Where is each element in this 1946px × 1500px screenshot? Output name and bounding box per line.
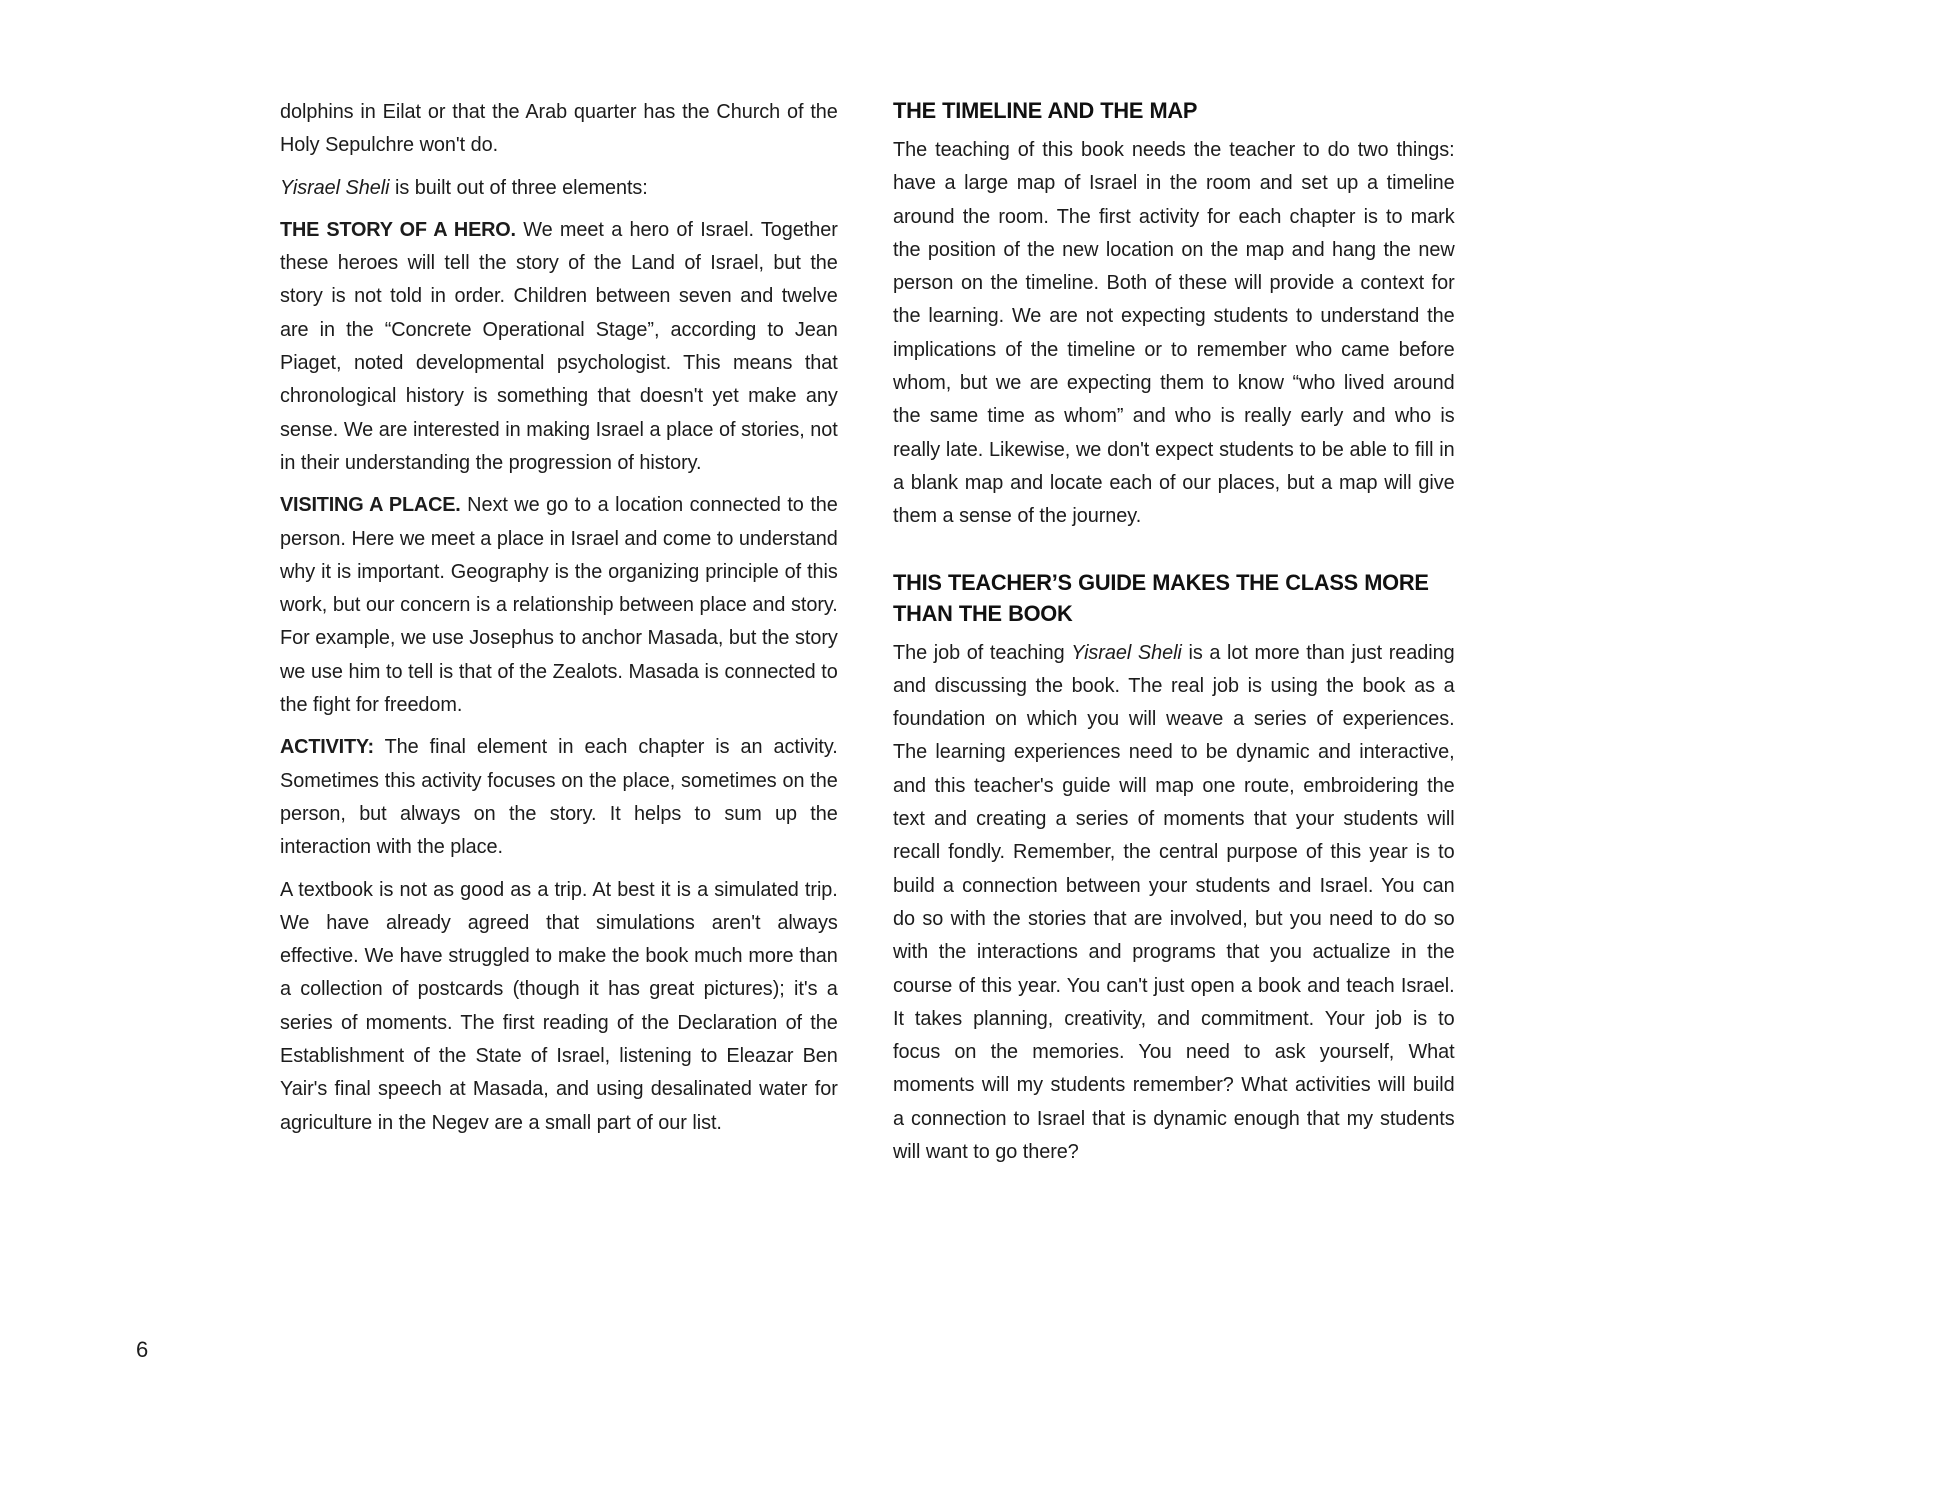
runin-label-visiting-a-place: VISITING A PLACE. (280, 493, 461, 517)
paragraph-three-elements (280, 171, 838, 204)
paragraph-textbook-versus-trip: A textbook is not as good as a trip. At best it is a simulated trip. We have already agreed that simulations aren't always effective. We have struggled to make the book much more than a collection of postcards (though it has great pictures); it's a series of moments. The first reading of the Declaration of the Establishment of the State of Israel, listening to Eleazar Ben Yair's final speech at Masada, and using desalinated water for agriculture in the Negev are a small part of our list. (280, 877, 838, 1134)
paragraph-three-elements-text: is built out of three elements: (389, 175, 648, 199)
heading-teachers-guide-makes-the-class: THIS TEACHER’S GUIDE MAKES THE CLASS MORE THAN THE BOOK (893, 569, 1429, 626)
paragraph-visiting-a-place-text: Next we go to a location connected to the person. Here we meet a place in Israel and come to understand why it is important. Geography is the organizing principle of this work, but our concern is a relationship between place and story. For example, we use Josephus to anchor Masada, but the story we use him to tell is that of the Zealots. Masada is connected to the fight for freedom. (280, 493, 838, 717)
page-number: 6 (136, 1337, 149, 1362)
paragraph-activity (280, 730, 838, 863)
paragraph-teachers-guide-rest: is a lot more than just reading and discussing the book. The real job is using the book as a foundation on which you will weave a series of experiences. The learning experiences need to be dynamic and interactive, and this teacher's guide will map one route, embroidering the text and creating a series of moments that your students will recall fondly. Remember, the central purpose of this year is to build a connection between your students and Israel. You can do so with the stories that are involved, but you need to do so with the interactions and programs that you actualize in the course of this year. You can't just open a book and teach Israel. It takes planning, creativity, and commitment. Your job is to focus on the memories. You need to ask yourself, What moments will my students remember? What activities will build a connection to Israel that is dynamic enough that my students will want to go there? (893, 640, 1455, 1164)
paragraph-story-of-a-hero (280, 213, 838, 479)
heading-timeline-and-map: THE TIMELINE AND THE MAP (893, 98, 1198, 123)
paragraph-timeline-and-map-body: The teaching of this book needs the teacher to do two things: have a large map of Israel in the room and set up a timeline around the room. The first activity for each chapter is to mark the position of the new location on the map and hang the new person on the timeline. Both of these will provide a context for the learning. We are not expecting students to understand the implications of the timeline or to remember who came before whom, but we are expecting them to know “who lived around the same time as whom” and who is really early and who is really late. Likewise, we don't expect students to be able to fill in a blank map and locate each of our places, but a map will give them a sense of the journey. (893, 138, 1455, 528)
paragraph-story-of-a-hero-text: We meet a hero of Israel. Together these heroes will tell the story of the Land of Israel, but the story is not told in order. Children between seven and twelve are in the “Concrete Operational Stage”, according to Jean Piaget, noted developmental psychologist. This means that chronological history is something that doesn't yet make any sense. We are interested in making Israel a place of stories, not in their understanding the progression of history. (280, 217, 838, 474)
paragraph-teachers-guide-body (893, 636, 1455, 1169)
paragraph-visiting-a-place (280, 488, 838, 721)
italic-book-title-inline: Yisrael Sheli (1071, 640, 1182, 664)
runin-label-activity: ACTIVITY: (280, 735, 374, 759)
right-text-column (893, 95, 1455, 1168)
italic-book-title: Yisrael Sheli (280, 175, 390, 199)
runin-label-story-of-a-hero: THE STORY OF A HERO. (280, 217, 516, 241)
paragraph-teachers-guide-lead: The job of teaching (893, 640, 1072, 664)
paragraph-dolphins: dolphins in Eilat or that the Arab quarter has the Church of the Holy Sepulchre won't do. (280, 100, 838, 157)
left-text-column (280, 95, 838, 1139)
paragraph-activity-text: The final element in each chapter is an activity. Sometimes this activity focuses on the place, sometimes on the person, but always on the story. It helps to sum up the interaction with the place. (280, 735, 838, 859)
